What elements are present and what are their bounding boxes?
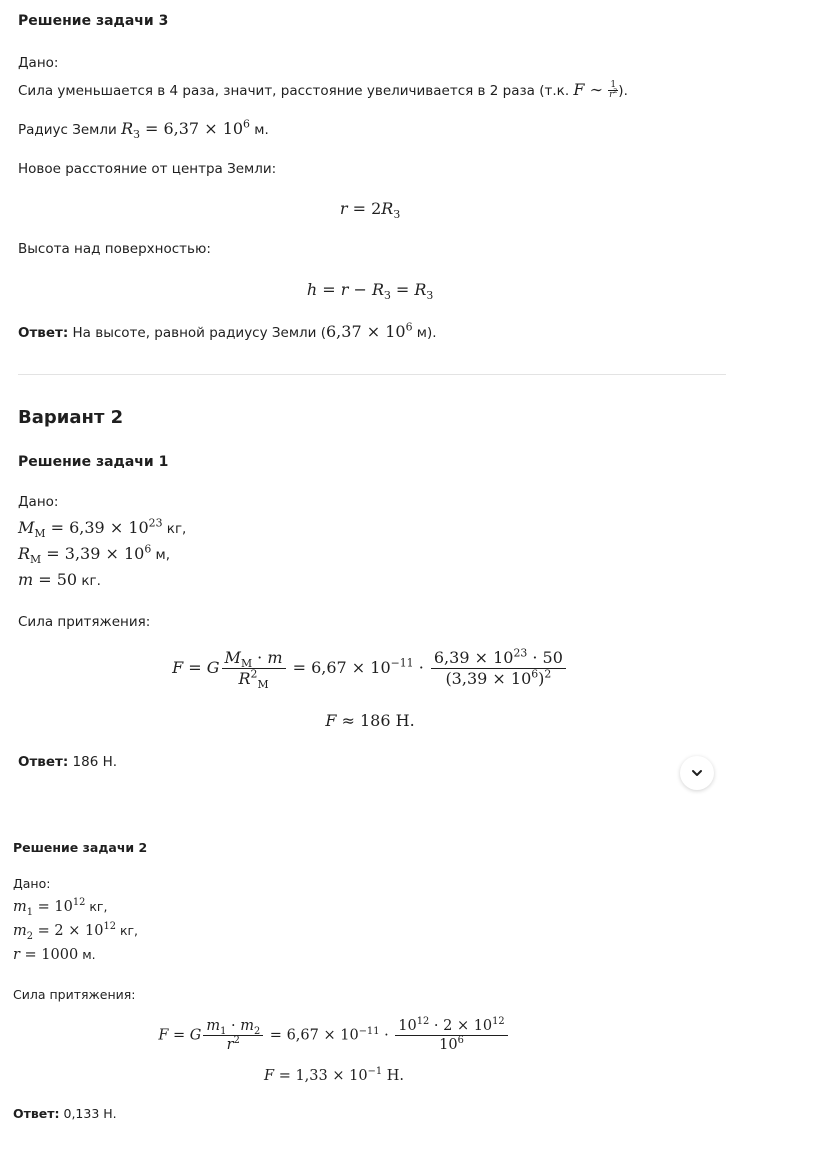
- force-label: Сила притяжения:: [13, 987, 136, 1002]
- expand-button[interactable]: [680, 756, 714, 790]
- force-label: Сила притяжения:: [18, 614, 151, 630]
- heading-task-3: Решение задачи 3: [18, 13, 169, 29]
- section-divider: [18, 374, 726, 375]
- answer-task-2: Ответ: 0,133 Н.: [13, 1106, 117, 1121]
- proportionality-formula: F ∼ $\frac{1}{r^2}$: [573, 80, 618, 100]
- gravity-formula-1: F = G $\frac{M_M \cdot m}{R^2_M}$ = $6,67 \times 10^{-11}$ · $\frac{6,39 \times 10^{23} \cdot 50}{(3,39 \times 10^6)^2}$: [0, 648, 740, 689]
- given-label: Дано:: [18, 55, 59, 71]
- given-distance: r = 1000 м.: [13, 947, 96, 963]
- heading-task-2: Решение задачи 2: [13, 840, 148, 855]
- given-label: Дано:: [18, 494, 59, 510]
- force-reasoning-line: Сила уменьшается в 4 раза, значит, расстояние увеличивается в 2 раза (т.к. F ∼ $\frac{1}{r^2}$ ).: [18, 80, 628, 100]
- given-mass-1: $m_1 = 10^{12}$ кг,: [13, 897, 108, 918]
- given-mass: m = 50 кг.: [18, 570, 101, 589]
- variant-title: Вариант 2: [18, 407, 124, 428]
- gravity-formula-2: F = G $\frac{m_1 \cdot m_2}{r^2}$ = $6,67 \times 10^{-11}$ · $\frac{10^{12} \cdot 2 \times 10^{12}}{10^6}$: [0, 1017, 704, 1054]
- force-result-2: $F = 1,33 \times 10^{-1}$ Н.: [264, 1066, 404, 1084]
- chevron-down-icon: [690, 766, 704, 780]
- given-mass-2: $m_2 = 2 \times 10^{12}$ кг,: [13, 921, 139, 942]
- height-label: Высота над поверхностью:: [18, 241, 211, 257]
- answer-task-3: Ответ: На высоте, равной радиусу Земли ($6,37 \times 10^6$ м).: [18, 320, 437, 341]
- given-radius-moon: $R_M = 3,39 \times 10^6$ м,: [18, 542, 171, 567]
- earth-radius-line: Радиус Земли $R_З = 6,37 \times 10^6$ м.: [18, 117, 269, 142]
- answer-task-1: Ответ: 186 Н.: [18, 754, 118, 770]
- height-equation: $h = r - R_З = R_З$: [306, 280, 434, 303]
- given-label: Дано:: [13, 876, 51, 891]
- distance-equation: $r = 2R_З$: [339, 199, 401, 222]
- heading-task-1: Решение задачи 1: [18, 454, 169, 470]
- new-distance-label: Новое расстояние от центра Земли:: [18, 161, 277, 177]
- earth-radius-formula: $R_З = 6,37 \times 10^6$: [121, 117, 250, 142]
- force-result-1: F ≈ 186 Н.: [325, 711, 415, 730]
- given-mass-moon: $M_M = 6,39 \times 10^{23}$ кг,: [18, 516, 187, 541]
